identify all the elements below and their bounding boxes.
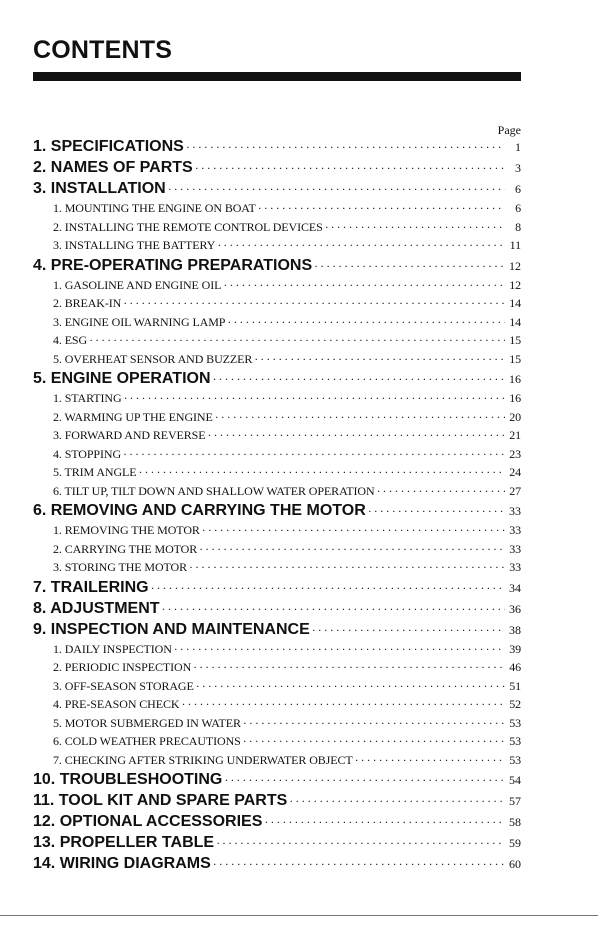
toc-entry-page-number: 38 (509, 622, 521, 637)
toc-entry-label: 2. BREAK-IN (53, 296, 122, 310)
toc-subsection-entry (33, 315, 521, 334)
toc-entry-label: 2. PERIODIC INSPECTION (53, 660, 192, 674)
toc-section-entry (33, 138, 521, 159)
toc-entry-label: 4. PRE-SEASON CHECK (53, 697, 180, 711)
toc-section-entry (33, 834, 521, 855)
toc-entry-label: 12. OPTIONAL ACCESSORIES (33, 813, 263, 830)
toc-entry-label: 14. WIRING DIAGRAMS (33, 855, 211, 872)
toc-subsection-entry (33, 447, 521, 466)
dot-leader (325, 220, 505, 235)
dot-leader (162, 602, 505, 617)
dot-leader (195, 161, 505, 176)
table-of-contents (33, 138, 521, 876)
toc-entry-page-number: 11 (509, 238, 521, 252)
toc-entry-page-number: 1 (515, 140, 521, 154)
toc-section-entry (33, 813, 521, 834)
toc-section-entry (33, 180, 521, 201)
toc-entry-page-number: 39 (509, 641, 521, 656)
toc-subsection-entry (33, 734, 521, 753)
toc-entry-page-number: 34 (509, 580, 521, 595)
toc-subsection-entry (33, 296, 521, 315)
dot-leader (89, 333, 505, 348)
dot-leader (189, 560, 505, 575)
dot-leader (213, 857, 505, 872)
toc-entry-label: 6. TILT UP, TILT DOWN AND SHALLOW WATER OPERATION (53, 483, 375, 498)
toc-section-entry (33, 621, 521, 642)
toc-subsection-entry (33, 716, 521, 735)
dot-leader (151, 581, 505, 596)
toc-entry-label: 3. ENGINE OIL WARNING LAMP (53, 314, 226, 329)
dot-leader (377, 484, 505, 499)
dot-leader (181, 697, 505, 712)
toc-entry-page-number: 12 (509, 277, 521, 292)
toc-entry-page-number: 15 (509, 333, 521, 347)
toc-entry-label: 1. REMOVING THE MOTOR (53, 523, 200, 537)
toc-entry-label: 3. INSTALLATION (33, 180, 166, 197)
toc-entry-page-number: 33 (509, 523, 521, 537)
toc-entry-label: 10. TROUBLESHOOTING (33, 771, 223, 788)
toc-subsection-entry (33, 753, 521, 772)
toc-entry-label: 2. NAMES OF PARTS (33, 159, 193, 176)
toc-entry-page-number: 12 (509, 258, 521, 273)
toc-section-entry (33, 502, 521, 523)
toc-subsection-entry (33, 642, 521, 661)
toc-entry-page-number: 8 (515, 219, 521, 234)
toc-subsection-entry (33, 560, 521, 579)
toc-entry-page-number: 14 (509, 296, 521, 310)
toc-subsection-entry (33, 238, 521, 257)
toc-entry-page-number: 33 (509, 560, 521, 574)
toc-entry-page-number: 16 (509, 391, 521, 405)
title-rule (33, 72, 521, 81)
dot-leader (174, 642, 505, 657)
toc-entry-label: 1. STARTING (53, 391, 122, 405)
toc-section-entry (33, 579, 521, 600)
toc-entry-page-number: 53 (509, 734, 521, 748)
toc-subsection-entry (33, 220, 521, 239)
toc-entry-page-number: 52 (509, 697, 521, 711)
toc-entry-page-number: 21 (509, 428, 521, 442)
dot-leader (254, 352, 505, 367)
toc-entry-label: 1. MOUNTING THE ENGINE ON BOAT (53, 201, 256, 215)
dot-leader (124, 391, 505, 406)
page-column-label: Page (497, 123, 521, 137)
toc-entry-label: 2. INSTALLING THE REMOTE CONTROL DEVICES (53, 219, 323, 234)
page-edge-line (0, 915, 598, 916)
toc-subsection-entry (33, 278, 521, 297)
toc-entry-label: 5. ENGINE OPERATION (33, 370, 211, 387)
dot-leader (368, 504, 505, 519)
toc-subsection-entry (33, 523, 521, 542)
toc-entry-label: 3. FORWARD AND REVERSE (53, 428, 206, 442)
toc-entry-page-number: 33 (509, 541, 521, 556)
toc-entry-label: 1. DAILY INSPECTION (53, 641, 172, 656)
toc-section-entry (33, 257, 521, 278)
toc-entry-label: 6. COLD WEATHER PRECAUTIONS (53, 734, 241, 748)
page-title: CONTENTS (33, 36, 173, 64)
toc-entry-label: 2. CARRYING THE MOTOR (53, 541, 198, 556)
dot-leader (227, 315, 505, 330)
toc-section-entry (33, 792, 521, 813)
toc-subsection-entry (33, 410, 521, 429)
dot-leader (193, 660, 505, 675)
toc-entry-label: 1. SPECIFICATIONS (33, 138, 184, 155)
toc-subsection-entry (33, 352, 521, 371)
toc-section-entry (33, 855, 521, 876)
dot-leader (138, 465, 505, 480)
dot-leader (289, 794, 505, 809)
toc-section-entry (33, 159, 521, 180)
toc-section-entry (33, 771, 521, 792)
dot-leader (216, 836, 505, 851)
toc-entry-page-number: 16 (509, 372, 521, 386)
toc-entry-label: 11. TOOL KIT AND SPARE PARTS (33, 792, 288, 809)
toc-entry-page-number: 24 (509, 465, 521, 479)
dot-leader (223, 278, 505, 293)
dot-leader (123, 447, 505, 462)
dot-leader (202, 523, 505, 538)
dot-leader (168, 182, 505, 197)
toc-entry-page-number: 60 (509, 857, 521, 871)
toc-entry-page-number: 20 (509, 409, 521, 424)
toc-entry-label: 4. STOPPING (53, 446, 122, 461)
toc-entry-label: 5. OVERHEAT SENSOR AND BUZZER (53, 351, 253, 366)
toc-entry-label: 4. PRE-OPERATING PREPARATIONS (33, 256, 313, 274)
dot-leader (196, 679, 505, 694)
toc-entry-page-number: 58 (509, 815, 521, 829)
dot-leader (355, 753, 505, 768)
toc-subsection-entry (33, 201, 521, 220)
dot-leader (264, 815, 505, 830)
dot-leader (243, 734, 505, 749)
dot-leader (213, 372, 505, 387)
toc-entry-label: 1. GASOLINE AND ENGINE OIL (53, 277, 222, 292)
toc-entry-page-number: 53 (509, 752, 521, 767)
dot-leader (208, 428, 506, 443)
toc-entry-label: 5. MOTOR SUBMERGED IN WATER (53, 715, 241, 730)
toc-entry-label: 2. WARMING UP THE ENGINE (53, 409, 213, 424)
toc-subsection-entry (33, 697, 521, 716)
toc-entry-page-number: 54 (509, 773, 521, 787)
toc-entry-label: 3. INSTALLING THE BATTERY (53, 238, 216, 252)
toc-entry-page-number: 59 (509, 836, 521, 850)
toc-section-entry (33, 370, 521, 391)
toc-subsection-entry (33, 391, 521, 410)
dot-leader (224, 773, 505, 788)
dot-leader (217, 238, 505, 253)
toc-entry-label: 6. REMOVING AND CARRYING THE MOTOR (33, 502, 366, 519)
toc-subsection-entry (33, 484, 521, 503)
dot-leader (215, 410, 505, 425)
toc-entry-label: 4. ESG (53, 333, 88, 347)
toc-entry-page-number: 15 (509, 351, 521, 366)
toc-section-entry (33, 600, 521, 621)
toc-subsection-entry (33, 428, 521, 447)
toc-entry-page-number: 51 (509, 678, 521, 693)
toc-entry-label: 3. STORING THE MOTOR (53, 560, 188, 574)
dot-leader (258, 201, 505, 216)
dot-leader (314, 259, 505, 274)
toc-entry-page-number: 33 (509, 504, 521, 518)
dot-leader (199, 542, 505, 557)
toc-entry-label: 8. ADJUSTMENT (33, 599, 160, 617)
toc-entry-page-number: 27 (509, 483, 521, 498)
toc-entry-page-number: 6 (515, 182, 521, 196)
toc-entry-label: 3. OFF-SEASON STORAGE (53, 678, 194, 693)
toc-entry-page-number: 14 (509, 314, 521, 329)
toc-entry-page-number: 53 (509, 715, 521, 730)
toc-subsection-entry (33, 542, 521, 561)
toc-entry-page-number: 36 (509, 601, 521, 616)
toc-subsection-entry (33, 465, 521, 484)
toc-subsection-entry (33, 679, 521, 698)
toc-entry-label: 7. CHECKING AFTER STRIKING UNDERWATER OBJECT (53, 752, 353, 767)
toc-entry-page-number: 23 (509, 446, 521, 461)
toc-entry-label: 13. PROPELLER TABLE (33, 834, 215, 851)
toc-entry-label: 9. INSPECTION AND MAINTENANCE (33, 620, 310, 638)
dot-leader (123, 296, 505, 311)
toc-subsection-entry (33, 333, 521, 352)
toc-subsection-entry (33, 660, 521, 679)
dot-leader (243, 716, 505, 731)
toc-entry-label: 5. TRIM ANGLE (53, 465, 137, 479)
toc-entry-page-number: 57 (509, 794, 521, 808)
toc-entry-page-number: 6 (515, 201, 521, 215)
toc-entry-page-number: 3 (515, 161, 521, 175)
toc-entry-label: 7. TRAILERING (33, 578, 149, 596)
dot-leader (312, 623, 505, 638)
dot-leader (186, 140, 505, 155)
toc-entry-page-number: 46 (509, 660, 521, 674)
